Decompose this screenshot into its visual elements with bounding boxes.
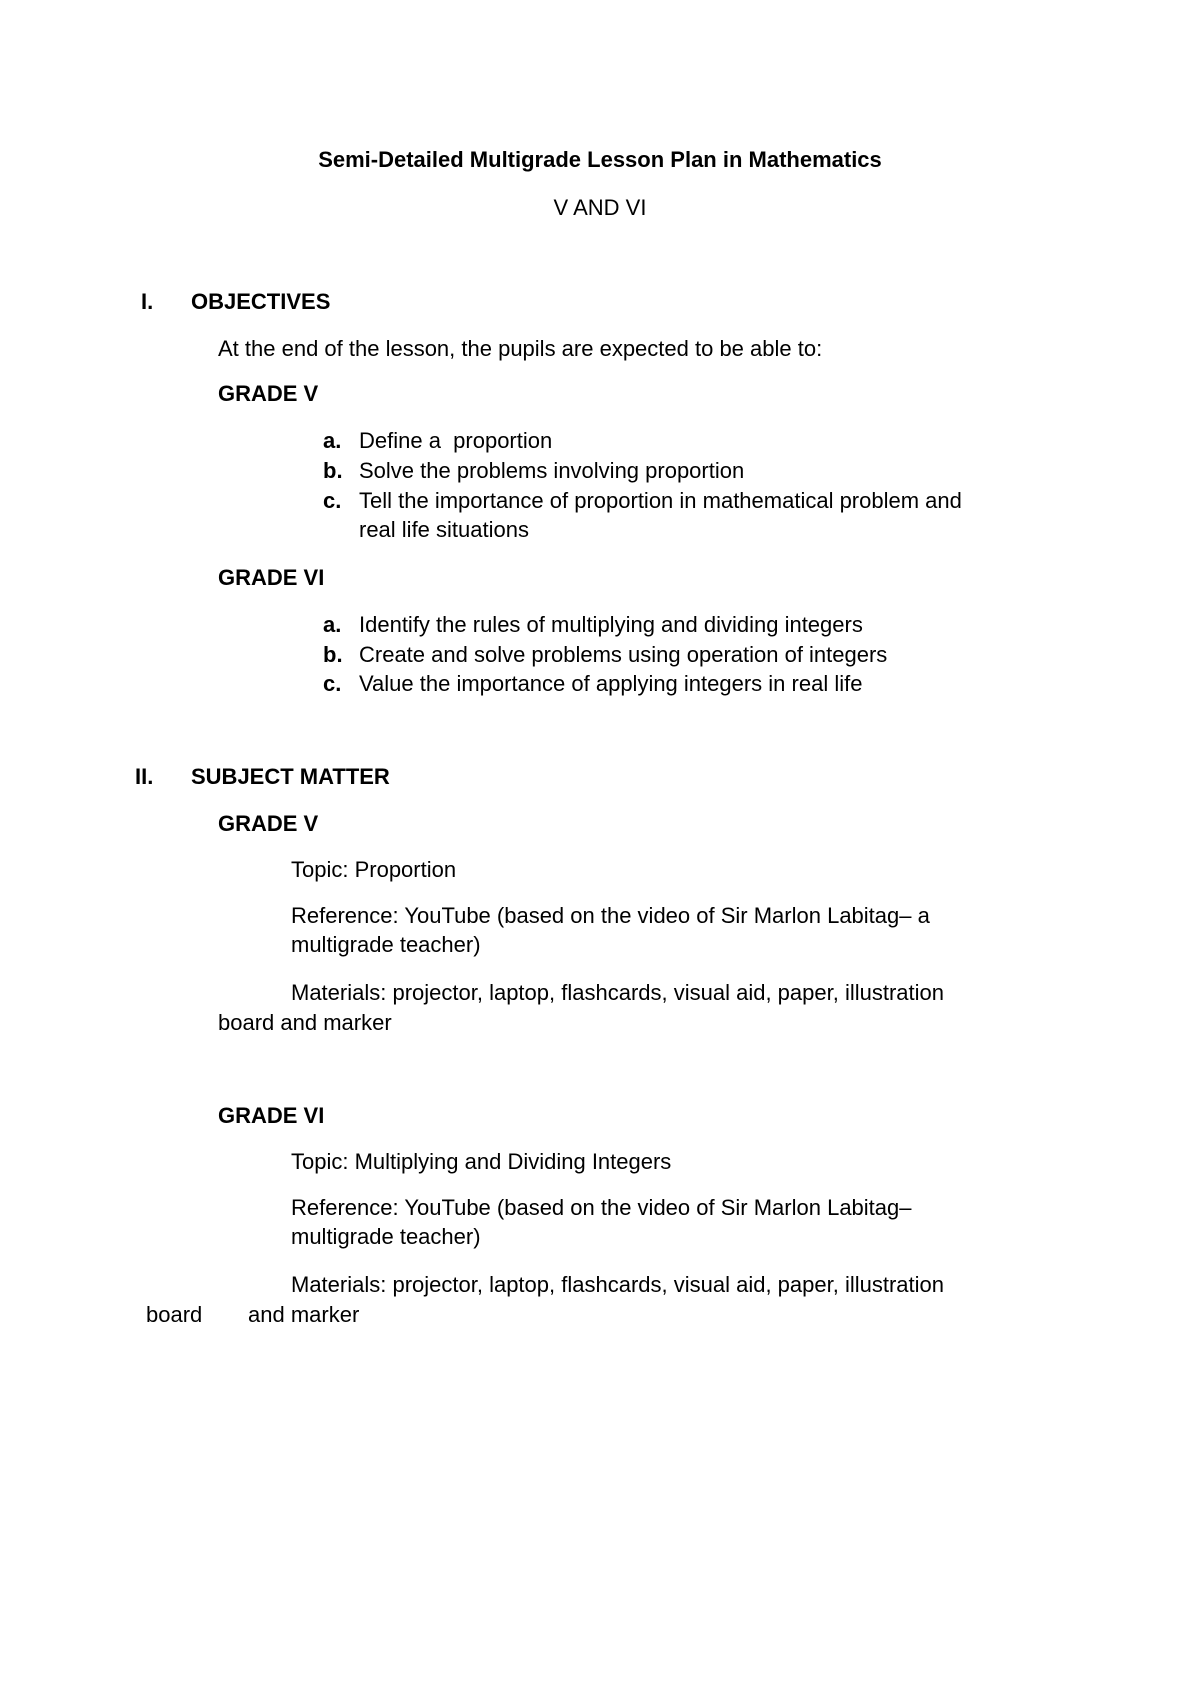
subject-grade-v-materials-continued: board and marker (218, 1010, 392, 1035)
objective-v-c-letter: c. (323, 488, 342, 513)
subject-grade-vi-materials-board: board (146, 1302, 203, 1327)
section-number-objectives: I. (141, 289, 154, 314)
subject-grade-v-reference-continued: multigrade teacher) (291, 932, 481, 957)
subject-grade-vi-reference: Reference: YouTube (based on the video of Sir Marlon Labitag– (291, 1195, 912, 1220)
objective-v-b-letter: b. (323, 458, 343, 483)
subject-grade-vi-materials-marker: and marker (248, 1302, 360, 1327)
section-heading-subject-matter: SUBJECT MATTER (191, 764, 390, 789)
objective-v-a-text: Define a proportion (359, 428, 553, 453)
document-title: Semi-Detailed Multigrade Lesson Plan in Mathematics (318, 147, 882, 172)
objective-vi-b-letter: b. (323, 642, 343, 667)
subject-grade-v-reference: Reference: YouTube (based on the video of Sir Marlon Labitag– a (291, 903, 930, 928)
subject-grade-v-topic: Topic: Proportion (291, 857, 457, 882)
subject-grade-vi-materials: Materials: projector, laptop, flashcards, visual aid, paper, illustration (291, 1272, 944, 1297)
objective-vi-b-text: Create and solve problems using operation of integers (359, 642, 888, 667)
subject-grade-v-label: GRADE V (218, 811, 319, 836)
objective-vi-a-letter: a. (323, 612, 342, 637)
subject-grade-vi-label: GRADE VI (218, 1103, 325, 1128)
objective-vi-c-text: Value the importance of applying integers in real life (359, 671, 863, 696)
objective-vi-c-letter: c. (323, 671, 342, 696)
subject-grade-vi-topic: Topic: Multiplying and Dividing Integers (291, 1149, 672, 1174)
section-heading-objectives: OBJECTIVES (191, 289, 331, 314)
objective-v-b-text: Solve the problems involving proportion (359, 458, 745, 483)
section-number-subject-matter: II. (135, 764, 154, 789)
objectives-grade-v-label: GRADE V (218, 381, 319, 406)
subject-grade-vi-reference-continued: multigrade teacher) (291, 1224, 481, 1249)
objective-v-c-text: Tell the importance of proportion in mathematical problem and (359, 488, 962, 513)
objective-vi-a-text: Identify the rules of multiplying and dividing integers (359, 612, 863, 637)
subject-grade-v-materials: Materials: projector, laptop, flashcards, visual aid, paper, illustration (291, 980, 944, 1005)
objective-v-a-letter: a. (323, 428, 342, 453)
objective-v-c-text-continued: real life situations (359, 517, 529, 542)
objectives-intro: At the end of the lesson, the pupils are expected to be able to: (218, 336, 823, 361)
document-subtitle: V AND VI (553, 195, 647, 220)
objectives-grade-vi-label: GRADE VI (218, 565, 325, 590)
